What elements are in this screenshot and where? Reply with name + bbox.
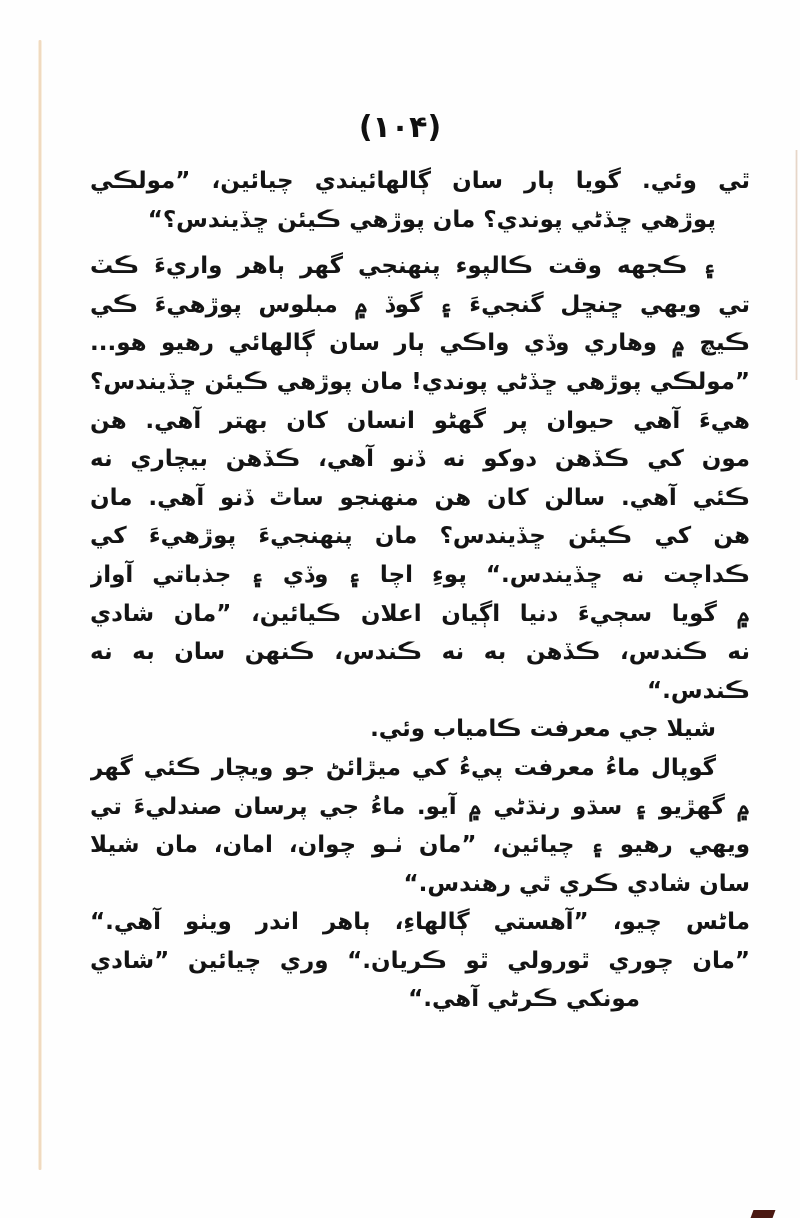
body-text [90, 162, 750, 1019]
text-line: ڪداچت نه ڇڏيندس.“ پوءِ اچا ۽ وڏي ۽ جذباتي آواز [90, 561, 750, 588]
text-line: تي ويهي ڇنڇل گنجيءَ ۽ گوڏ ۾ مبلوس پوڙهيءَ ڪي [90, 291, 750, 318]
text-line: ۾ گويا سڄيءَ دنيا اڳيان اعلان ڪيائين، ”مان شادي [90, 600, 750, 627]
text-line: ٿي وئي. گويا ٻار سان ڳالهائيندي چيائين، ”مولڪي [90, 168, 750, 194]
text-line: مونکي ڪرڻي آهي.“ [408, 986, 640, 1013]
page-number: (١٠۴) [358, 110, 442, 145]
text-line: مون کي ڪڏهن دوکو نه ڏنو آهي، ڪڏهن بيچاري نه [90, 446, 750, 473]
text-line: پوڙهي ڇڏڻي پوندي؟ مان پوڙهي ڪيئن ڇڏيندس؟“ [147, 206, 716, 233]
page-fold-shadow [38, 40, 42, 1170]
text-line: ”مولڪي پوڙهي ڇڏڻي پوندي! مان پوڙهي ڪيئن ڇڏيندس؟ [90, 368, 750, 395]
text-line: ۽ ڪجهه وقت ڪالپوء پنهنجي گهر ٻاهر واريءَ ڪٽ [90, 253, 716, 280]
text-line: ”مان چوري ٿورولي ٿو ڪريان.“ وري چيائين ”شادي [90, 947, 750, 974]
paragraph-gap [90, 239, 750, 247]
text-line: ڪيچ ۾ وهاري وڏي واڪي ٻار سان ڳالهائي رهيو هو... [90, 330, 750, 357]
text-line: شيلا جي معرفت ڪامياب وئي. [370, 716, 716, 743]
text-line: نه ڪندس، ڪڏهن به نه ڪندس، ڪنهن سان به نه [90, 639, 750, 666]
text-line: هن کي ڪيئن ڇڏيندس؟ مان پنهنجيءَ پوڙهيءَ کي [90, 523, 750, 550]
text-line: هيءَ آهي حيوان پر گهڻو انسان کان بهتر آهي. هن [90, 407, 750, 434]
text-line: ويهي رهيو ۽ چيائين، ”مان ٺـو چوان، امان، مان شيلا [90, 832, 750, 859]
page-corner-mark [751, 1210, 776, 1218]
text-line: سان شادي ڪري ٿي رهندس.“ [403, 870, 750, 897]
text-line: ڪئي آهي. سالن کان هن منهنجو ساٿ ڏنو آهي. مان [90, 484, 750, 511]
text-line: ۾ گهڙيو ۽ سڌو رنڌڻي ۾ آيو. ماءُ جي پرسان صندليءَ تي [90, 793, 750, 820]
text-line: ڪندس.“ [647, 677, 750, 704]
text-line: ماڻس چيو، ”آهستي ڳالهاءِ، ٻاهر اندر ويٺو آهي.“ [90, 909, 750, 936]
page-edge-shadow [795, 150, 798, 380]
text-line: گوپال ماءُ معرفت پيءُ کي ميڙائڻ جو ويچار ڪئي گهر [90, 754, 716, 781]
